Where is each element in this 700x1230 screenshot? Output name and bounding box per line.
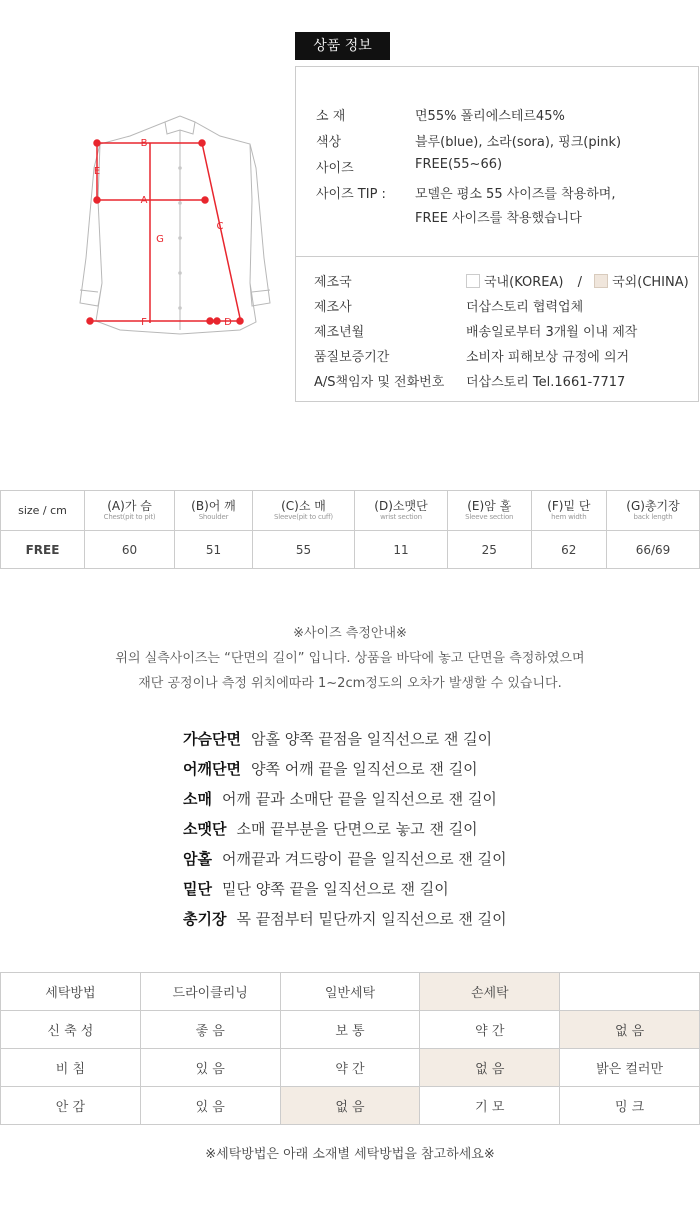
label-a: A <box>140 195 148 206</box>
definition-desc: 암홀 양쪽 끝점을 일직선으로 잰 길이 <box>250 730 493 748</box>
as-contact-label: A/S책임자 및 전화번호 <box>314 375 445 390</box>
origin-label: 제조국 <box>314 275 352 290</box>
wash-header-row <box>1 973 700 1011</box>
col-hem-sub: hem width <box>551 513 587 521</box>
col-wrist-name: (D)소맷단 <box>374 499 428 513</box>
col-shoulder-sub: Shoulder <box>198 513 229 521</box>
definition-desc: 양쪽 어깨 끝을 일직선으로 잰 길이 <box>250 760 478 778</box>
material-label: 소 재 <box>316 109 346 124</box>
col-wrist <box>355 491 448 531</box>
value-wrist: 11 <box>355 531 448 569</box>
label-e: E <box>93 166 101 177</box>
shirt-measurement-diagram <box>60 108 290 358</box>
col-shoulder-name: (B)어 깨 <box>191 499 236 513</box>
col-armhole-sub: Sleeve section <box>465 513 514 521</box>
value-sleeve: 55 <box>252 531 354 569</box>
wash-header-dry: 드라이클리닝 <box>140 973 280 1011</box>
definition-item <box>183 758 507 788</box>
made-date-label: 제조년월 <box>314 325 365 340</box>
as-contact-value: 더삽스토리 Tel.1661-7717 <box>466 375 626 390</box>
maker-value: 더삽스토리 협력업체 <box>466 300 584 315</box>
warranty-label: 품질보증기간 <box>314 350 390 365</box>
definition-item <box>183 788 507 818</box>
lining-row <box>1 1087 700 1125</box>
product-info-box <box>295 66 699 256</box>
wash-header-normal: 일반세탁 <box>280 973 420 1011</box>
definition-term: 밑단 <box>183 880 212 898</box>
wash-header-empty <box>560 973 700 1011</box>
col-length <box>607 491 700 531</box>
stretch-option: 보 통 <box>280 1011 420 1049</box>
sheer-label: 비 침 <box>1 1049 141 1087</box>
color-value: 블루(blue), 소라(sora), 핑크(pink) <box>415 135 622 150</box>
sheer-option: 있 음 <box>140 1049 280 1087</box>
definition-term: 암홀 <box>183 850 212 868</box>
size-corner: size / cm <box>1 491 85 531</box>
definition-item <box>183 878 507 908</box>
lining-option: 있 음 <box>140 1087 280 1125</box>
size-table-header <box>1 491 700 531</box>
size-table-row <box>1 531 700 569</box>
size-notes-line1: 위의 실측사이즈는 “단면의 길이” 입니다. 상품을 바닥에 놓고 단면을 측정하였으며 <box>115 651 585 666</box>
definition-term: 소매 <box>183 790 212 808</box>
sheer-option: 약 간 <box>280 1049 420 1087</box>
col-sleeve-name: (C)소 매 <box>281 499 326 513</box>
col-armhole <box>447 491 531 531</box>
label-d: D <box>224 317 232 328</box>
label-f: F <box>141 317 147 328</box>
lining-option-selected: 없 음 <box>280 1087 420 1125</box>
col-sleeve-sub: Sleeve(pit to cuff) <box>274 513 333 521</box>
stretch-option: 좋 음 <box>140 1011 280 1049</box>
korea-checkbox <box>466 274 480 288</box>
product-info-tag: 상품 정보 <box>295 32 390 60</box>
made-date-value: 배송일로부터 3개월 이내 제작 <box>466 325 638 340</box>
col-chest-name: (A)가 슴 <box>107 499 152 513</box>
col-hem-name: (F)밑 단 <box>547 499 591 513</box>
definition-desc: 어깨끝과 겨드랑이 끝을 일직선으로 잰 길이 <box>221 850 507 868</box>
definition-item <box>183 728 507 758</box>
origin-china: 국외(CHINA) <box>612 275 689 290</box>
wash-table <box>0 972 700 1125</box>
wash-header-hand: 손세탁 <box>420 973 560 1011</box>
col-shoulder <box>175 491 253 531</box>
stretch-label: 신 축 성 <box>1 1011 141 1049</box>
definition-item <box>183 818 507 848</box>
stretch-row <box>1 1011 700 1049</box>
value-shoulder: 51 <box>175 531 253 569</box>
maker-label: 제조사 <box>314 300 352 315</box>
definition-desc: 목 끝점부터 밑단까지 일직선으로 잰 길이 <box>236 910 507 928</box>
col-length-name: (G)총기장 <box>626 499 680 513</box>
origin-korea: 국내(KOREA) <box>484 275 564 290</box>
size-label: 사이즈 <box>316 161 354 176</box>
size-tip-label: 사이즈 TIP : <box>316 187 386 202</box>
stretch-option-selected: 없 음 <box>560 1011 700 1049</box>
col-length-sub: back length <box>633 513 673 521</box>
size-notes-title: ※사이즈 측정안내※ <box>293 626 407 641</box>
col-chest <box>85 491 175 531</box>
row-label: FREE <box>1 531 85 569</box>
col-hem <box>531 491 606 531</box>
definition-term: 가슴단면 <box>183 730 241 748</box>
sheer-option: 밝은 컬러만 <box>560 1049 700 1087</box>
color-label: 색상 <box>316 135 342 150</box>
definition-term: 소맷단 <box>183 820 227 838</box>
definition-desc: 밑단 양쪽 끝을 일직선으로 잰 길이 <box>221 880 449 898</box>
definition-desc: 어깨 끝과 소매단 끝을 일직선으로 잰 길이 <box>221 790 497 808</box>
definition-term: 어깨단면 <box>183 760 241 778</box>
origin-options <box>466 271 689 290</box>
origin-separator: / <box>577 275 582 290</box>
manufacture-info-box <box>295 256 699 402</box>
value-length: 66/69 <box>607 531 700 569</box>
size-table <box>0 490 700 569</box>
size-tip-value: 모델은 평소 55 사이즈를 착용하며, <box>415 187 616 202</box>
definition-term: 총기장 <box>183 910 227 928</box>
lining-label: 안 감 <box>1 1087 141 1125</box>
stretch-option: 약 간 <box>420 1011 560 1049</box>
definition-desc: 소매 끝부분을 단면으로 놓고 잰 길이 <box>236 820 478 838</box>
warranty-value: 소비자 피해보상 규정에 의거 <box>466 350 630 365</box>
label-b: B <box>140 138 148 149</box>
wash-header-method: 세탁방법 <box>1 973 141 1011</box>
value-armhole: 25 <box>447 531 531 569</box>
sheer-row <box>1 1049 700 1087</box>
col-chest-sub: Chest(pit to pit) <box>103 513 156 521</box>
col-armhole-name: (E)암 홀 <box>467 499 512 513</box>
label-c: C <box>216 221 224 232</box>
material-value: 면55% 폴리에스테르45% <box>415 109 565 124</box>
size-value: FREE(55~66) <box>415 157 503 172</box>
size-notes-line2: 재단 공정이나 측정 위치에따라 1~2cm정도의 오차가 발생할 수 있습니다. <box>138 676 562 691</box>
china-checkbox <box>594 274 608 288</box>
definition-item <box>183 848 507 878</box>
sheer-option-selected: 없 음 <box>420 1049 560 1087</box>
value-hem: 62 <box>531 531 606 569</box>
col-sleeve <box>252 491 354 531</box>
col-wrist-sub: wrist section <box>380 513 422 521</box>
measurement-definitions <box>183 728 507 938</box>
size-tip-value-2: FREE 사이즈를 착용했습니다 <box>415 211 582 226</box>
definition-item <box>183 908 507 938</box>
wash-footer-note: ※세탁방법은 아래 소재별 세탁방법을 참고하세요※ <box>205 1147 495 1162</box>
value-chest: 60 <box>85 531 175 569</box>
lining-option: 밍 크 <box>560 1087 700 1125</box>
lining-option: 기 모 <box>420 1087 560 1125</box>
label-g: G <box>156 234 164 245</box>
